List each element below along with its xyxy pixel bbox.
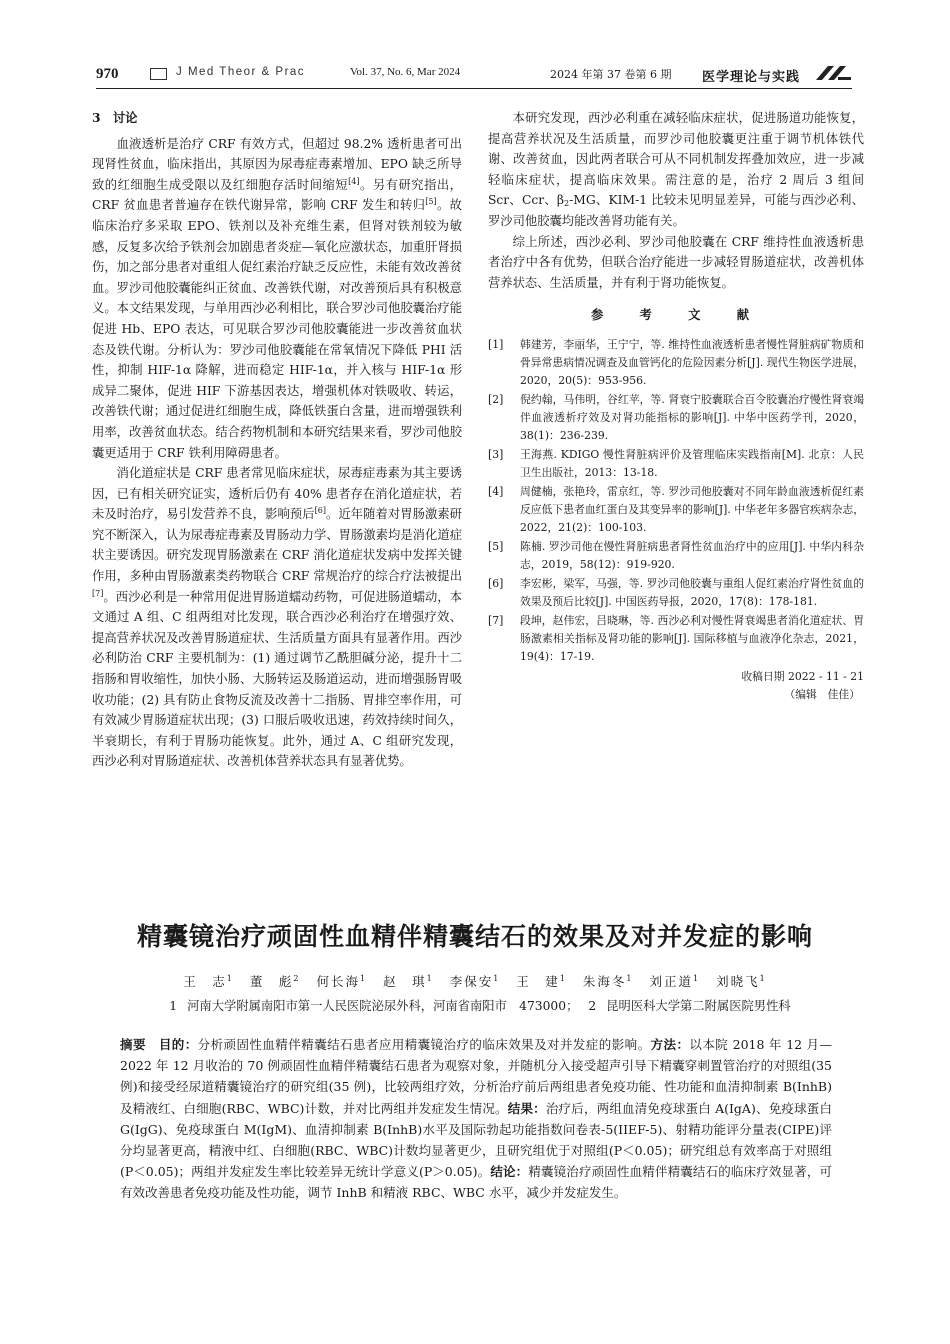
references-heading: 参 考 文 献 bbox=[590, 307, 762, 323]
author-name: 刘正道$^1$ bbox=[649, 974, 701, 989]
affiliations: 1 河南大学附属南阳市第一人民医院泌尿外科，河南省南阳市 473000； 2 昆明医科大学第二附属医院男性科 bbox=[169, 999, 791, 1013]
reference-number: [5] bbox=[488, 539, 504, 553]
journal-name-cn: 医学理论与实践 bbox=[702, 69, 801, 84]
volume-cn: 2024 年第 37 卷第 6 期 bbox=[550, 68, 672, 81]
reference-item bbox=[488, 575, 864, 611]
reference-text: 周健楠，张艳玲，雷京红，等. 罗沙司他胶囊对不同年龄血液透析促红素反应低下患者血红蛋白及其变异率的影响[J]. 中华老年多器官疾病杂志，2022，21(2)：100-103. bbox=[520, 484, 864, 534]
received-date: 收稿日期 2022 - 11 - 21 bbox=[741, 669, 864, 683]
reference-text: 段坤，赵伟宏，吕晓琳，等. 西沙必利对慢性肾衰竭患者消化道症状、胃肠激素相关指标及肾功能的影响[J]. 国际移植与血液净化杂志，2021，19(4)：17-19. bbox=[520, 613, 864, 663]
author-name: 李保安$^1$ bbox=[449, 974, 501, 989]
reference-item bbox=[488, 446, 864, 482]
section-heading-discussion: 3 讨论 bbox=[92, 110, 138, 125]
author-name: 朱海冬$^1$ bbox=[582, 974, 634, 989]
reference-item bbox=[488, 483, 864, 537]
reference-list bbox=[488, 336, 864, 666]
reference-item bbox=[488, 336, 864, 390]
journal-box-icon bbox=[150, 68, 167, 80]
editor-note: （编辑 佳佳） bbox=[784, 687, 860, 701]
author-name: 何长海$^1$ bbox=[316, 974, 368, 989]
author-name: 赵 琪$^1$ bbox=[383, 974, 434, 989]
discussion-paragraph-2: 消化道症状是 CRF 患者常见临床症状，尿毒症毒素为其主要诱因，已有相关研究证实，透析后仍有 40% 患者存在消化道症状，若未及时治疗，易引发营养不良，影响预后[6]。近年随着对胃肠激素研究不断深入，认为尿毒症毒素及胃肠动力学、胃肠激素均是消化道症状主要诱因。研究发现胃肠激素在 CRF 消化道症状发病中发挥关键作用，多种由胃肠激素类药物联合 CRF 常规治疗的综合疗法被提出[7]。西沙必利是一种常用促进胃肠道蠕动药物，可促进肠道蠕动，本文通过 A 组、C 组两组对比发现，联合西沙必利治疗在增强疗效、提高营养状况及改善胃肠道症状、生活质量方面具有显著作用。西沙必利防治 CRF 主要机制为：(1) 通过调节乙酰胆碱分泌，提升十二指肠和胃收缩性，加快小肠、大肠转运及肠道运动，进而增强肠胃吸收功能；(2) 具有防止食物反流及改善十二指肠、胃排空率作用，可有效减少胃肠道症状出现；(3) 口服后吸收迅速，药效持续时间久，半衰期长，有利于胃肠功能恢复。此外，通过 A、C 组研究发现，西沙必利对胃肠道症状、改善机体营养状态具有显著优势。 bbox=[92, 466, 462, 769]
reference-number: [7] bbox=[488, 613, 504, 627]
reference-number: [1] bbox=[488, 337, 504, 351]
reference-number: [4] bbox=[488, 484, 504, 498]
reference-item bbox=[488, 538, 864, 574]
reference-item bbox=[488, 612, 864, 666]
reference-number: [3] bbox=[488, 447, 504, 461]
article-title: 精囊镜治疗顽固性血精伴精囊结石的效果及对并发症的影响 bbox=[136, 922, 813, 951]
journal-name-en: J Med Theor & Prac bbox=[176, 66, 306, 78]
author-list bbox=[0, 972, 950, 990]
discussion-paragraph-1: 血液透析是治疗 CRF 有效方式，但超过 98.2% 透析患者可出现肾性贫血，临床指出，其原因为尿毒症毒素增加、EPO 缺乏所导致的红细胞生成受限以及红细胞存活时间缩短[4]。另有研究指出，CRF 贫血患者普遍存在铁代谢异常，影响 CRF 发生和转归[5]。故临床治疗多采取 EPO、铁剂以及补充维生素，但肾对铁剂较为敏感，反复多次给予铁剂会加剧患者炎症—氧化应激状态，加重肝肾损伤，加之部分患者对重组人促红素治疗缺乏反应性，未能有效改善贫血。罗沙司他胶囊能纠正贫血、改善铁代谢，对改善预后具有积极意义。本文结果发现，与单用西沙必利相比，联合罗沙司他胶囊治疗能促进 Hb、EPO 表达，可见联合罗沙司他胶囊能进一步改善贫血状态及铁代谢。分析认为：罗沙司他胶囊能在常氧情况下降低 PHI 活性，抑制 HIF-1α 降解，进而稳定 HIF-1α，并入核与 HIF-1α 形成异二聚体，促进 HIF 下游基因表达，增强机体对铁吸收、转运，改善铁代谢；通过促进红细胞生成，降低铁蛋白含量，进而增强铁利用率，改善贫血状态。结合药物机制和本研究结果来看，罗沙司他胶囊更适用于 CRF 铁利用障碍患者。 bbox=[92, 136, 462, 460]
reference-number: [6] bbox=[488, 576, 504, 590]
abstract: 摘要 目的：分析顽固性血精伴精囊结石患者应用精囊镜治疗的临床效果及对并发症的影响。方法：以本院 2018 年 12 月—2022 年 12 月收治的 70 例顽固性血精伴精囊结石患者为观察对象，并随机分入接受超声引导下精囊穿刺置管治疗的对照组(35 例)和接受经尿道精囊镜治疗的研究组(35 例)，比较两组疗效，分析治疗前后两组患者免疫功能、性功能和血清抑制素 B(InhB)及精液红、白细胞(RBC、WBC)计数，并对比两组并发症发生情况。结果：治疗后，两组血清免疫球蛋白 A(IgA)、免疫球蛋白 G(IgG)、免疫球蛋白 M(IgM)、血清抑制素 B(InhB)水平及国际勃起功能指数问卷表-5(IIEF-5)、射精功能评分量表(CIPE)评分均显著更高，精液中红、白细胞(RBC、WBC)计数均显著更少，且研究组优于对照组(P＜0.05)；研究组总有效率高于对照组(P＜0.05)；两组并发症发生率比较差异无统计学意义(P＞0.05)。结论：精囊镜治疗顽固性血精伴精囊结石的临床疗效显著，可有效改善患者免疫功能及性功能，调节 InhB 和精液 RBC、WBC 水平，减少并发症发生。 bbox=[120, 1037, 832, 1201]
author-name: 王 志$^1$ bbox=[183, 974, 234, 989]
reference-text: 李宏彬，梁军，马强，等. 罗沙司他胶囊与重组人促红素治疗肾性贫血的效果及预后比较[J]. 中国医药导报，2020，17(8)：178-181. bbox=[520, 576, 864, 608]
discussion-column-left bbox=[92, 108, 462, 772]
reference-text: 韩建芳，李丽华，王宁宁，等. 维持性血液透析患者慢性肾脏病矿物质和骨异常患病情况调查及血管钙化的危险因素分析[J]. 现代生物医学进展，2020，20(5)：953-956. bbox=[520, 337, 864, 387]
author-name: 董 彪$^2$ bbox=[249, 974, 301, 989]
reference-number: [2] bbox=[488, 392, 504, 406]
reference-text: 陈楠. 罗沙司他在慢性肾脏病患者肾性贫血治疗中的应用[J]. 中华内科杂志，2019，58(12)：919-920. bbox=[520, 539, 864, 571]
author-name: 王 建$^1$ bbox=[516, 974, 567, 989]
reference-text: 倪约翰，马伟明，谷红苹，等. 肾衰宁胶囊联合百令胶囊治疗慢性肾衰竭伴血液透析疗效及对肾功能指标的影响[J]. 中华中医药学刊，2020，38(1)：236-239. bbox=[520, 392, 864, 442]
reference-text: 王海燕. KDIGO 慢性肾脏病评价及管理临床实践指南[M]. 北京：人民卫生出版社，2013：13-18. bbox=[520, 447, 864, 479]
page-number: 970 bbox=[96, 66, 119, 82]
discussion-column-right bbox=[488, 108, 864, 704]
discussion-paragraph-3: 本研究发现，西沙必利重在减轻临床症状，促进肠道功能恢复，提高营养状况及生活质量，而罗沙司他胶囊更注重于调节机体铁代谢、改善贫血，因此两者联合可从不同机制发挥叠加效应，进一步减轻临床症状，提高临床效果。需注意的是，治疗 2 周后 3 组间 Scr、Ccr、$\beta_2-MG$、KIM-1 比较未见明显差异，可能与西沙必利、罗沙司他胶囊均能改善肾功能有关。 bbox=[488, 111, 864, 228]
author-name: 刘晓飞$^1$ bbox=[716, 974, 767, 989]
journal-logo-icon bbox=[814, 64, 852, 82]
volume-en: Vol. 37, No. 6, Mar 2024 bbox=[350, 66, 461, 78]
discussion-paragraph-4: 综上所述，西沙必利、罗沙司他胶囊在 CRF 维持性血液透析患者治疗中各有优势，但联合治疗能进一步减轻胃肠道症状，改善机体营养状态、生活质量，并有利于肾功能恢复。 bbox=[488, 234, 864, 290]
page-header bbox=[96, 62, 852, 89]
reference-item bbox=[488, 391, 864, 445]
